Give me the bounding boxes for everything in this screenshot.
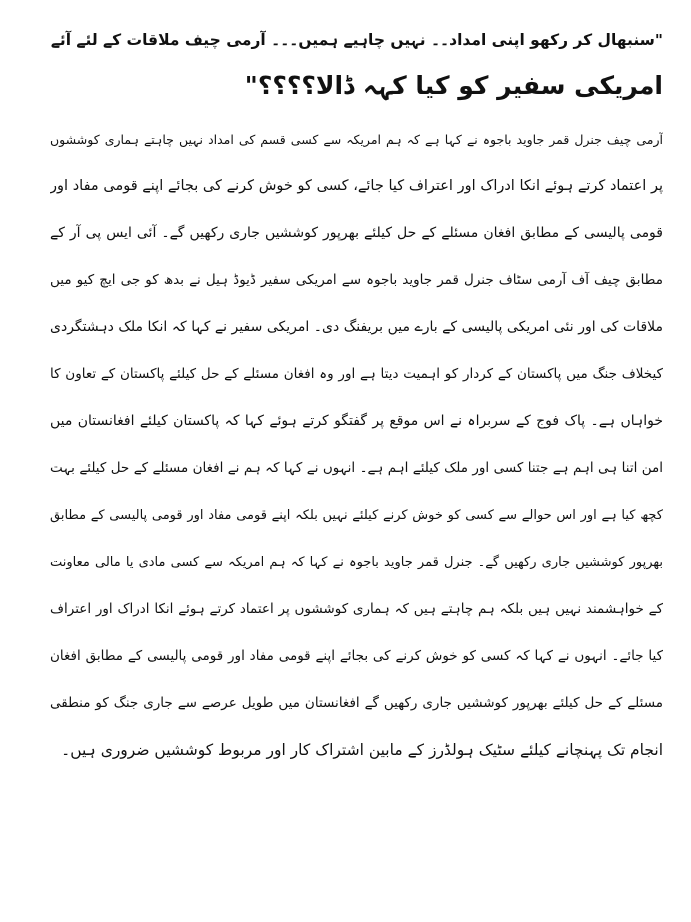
body-line: کیا جائے۔ انہوں نے کہا کہ کسی کو خوش کرنے کی بجائے اپنے قومی مفاد اور قومی پالیسی کے مطابق افغان bbox=[50, 648, 663, 664]
body-line: انجام تک پہنچانے کیلئے سٹیک ہولڈرز کے مابین اشتراک کار اور مربوط کوششیں ضروری ہیں۔ bbox=[61, 741, 663, 759]
body-line: قومی پالیسی کے مطابق افغان مسئلے کے حل کیلئے بھرپور کوششیں جاری رکھیں گے۔ آئی ایس پی آر کے bbox=[50, 225, 663, 241]
body-line: بھرپور کوششیں جاری رکھیں گے۔ جنرل قمر جاوید باجوہ نے کہا کہ ہم امریکہ سے کسی مادی یا مالی معاونت bbox=[50, 555, 663, 570]
headline-line: "سنبھال کر رکھو اپنی امداد۔۔ نہیں چاہیے ہمیں۔۔۔ آرمی چیف ملاقات کے لئے آئے bbox=[50, 31, 663, 49]
body-line: مطابق چیف آف آرمی سٹاف جنرل قمر جاوید باجوہ سے امریکی سفیر ڈیوڈ ہیل نے بدھ کو جی ایچ کیو میں bbox=[50, 272, 663, 288]
body-line: ملاقات کی اور نئی امریکی پالیسی کے بارے میں بریفنگ دی۔ امریکی سفیر نے کہا کہ انکا ملک دہشتگردی bbox=[50, 319, 663, 335]
headline-line: امریکی سفیر کو کیا کہہ ڈالا؟؟؟؟" bbox=[244, 71, 663, 100]
body-line: کچھ کیا ہے اور اس حوالے سے کسی کو خوش کرنے کیلئے نہیں بلکہ اپنے قومی مفاد اور قومی پالیسی کے مطابق bbox=[50, 508, 663, 523]
article-headline bbox=[50, 18, 663, 108]
body-line: کے خواہشمند نہیں ہیں بلکہ ہم چاہتے ہیں کہ ہماری کوششوں پر اعتماد کرتے ہوئے انکا ادراک اور اعتراف bbox=[50, 601, 663, 617]
body-line: مسئلے کے حل کیلئے بھرپور کوششیں جاری رکھیں گے افغانستان میں طویل عرصے سے جاری جنگ کو منطقی bbox=[50, 695, 663, 711]
body-line: کیخلاف جنگ میں پاکستان کے کردار کو اہمیت دیتا ہے اور وہ افغان مسئلے کے حل کیلئے پاکستان کے تعاون کا bbox=[50, 366, 663, 382]
body-line: پر اعتماد کرتے ہوئے انکا ادراک اور اعتراف کیا جائے، کسی کو خوش کرنے کی بجائے اپنے قومی مفاد اور bbox=[50, 178, 663, 194]
body-line: امن اتنا ہی اہم ہے جتنا کسی اور ملک کیلئے اہم ہے۔ انہوں نے کہا کہ ہم نے افغان مسئلے کے حل کیلئے بہت bbox=[50, 460, 663, 476]
article-body bbox=[50, 116, 663, 774]
body-line: خواہاں ہے۔ پاک فوج کے سربراہ نے اس موقع پر گفتگو کرتے ہوئے کہا کہ پاکستان کیلئے افغانستان میں bbox=[50, 413, 663, 429]
body-line: آرمی چیف جنرل قمر جاوید باجوہ نے کہا ہے کہ ہم امریکہ سے کسی قسم کی امداد نہیں چاہتے ہماری کوششوں bbox=[50, 132, 663, 147]
